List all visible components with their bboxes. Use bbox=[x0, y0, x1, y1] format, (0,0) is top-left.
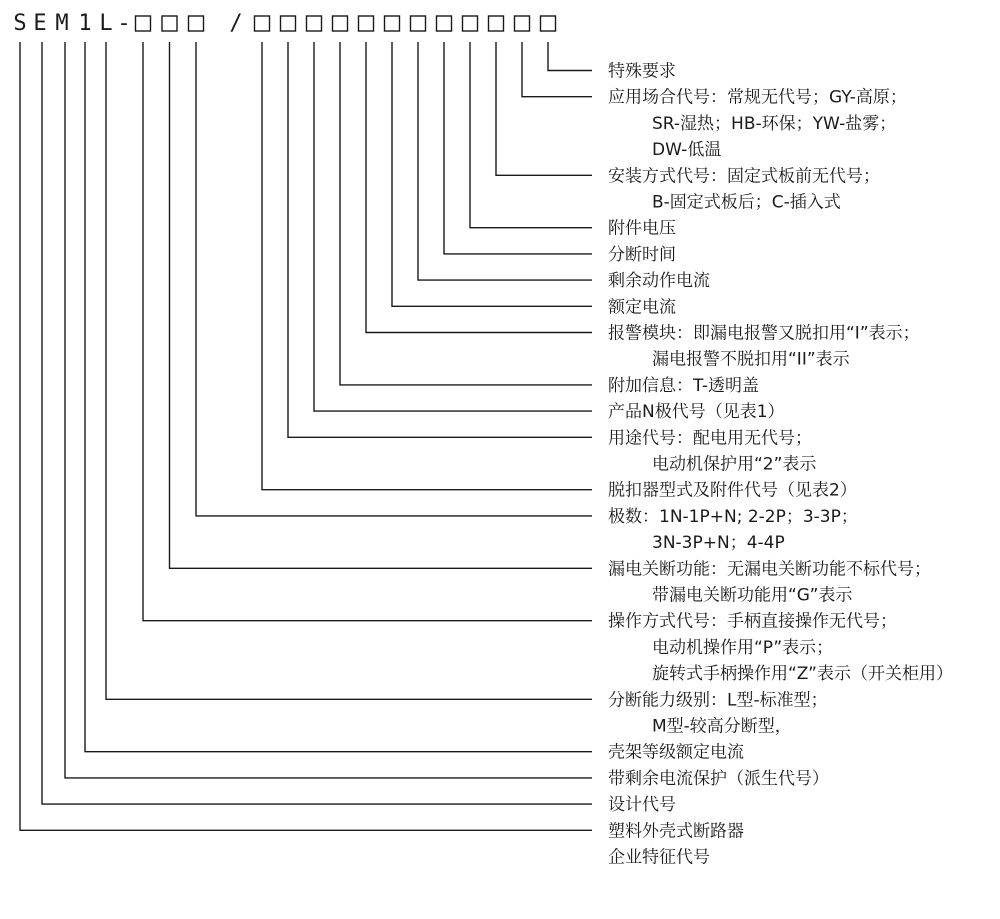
desc-poles: 极数：1N-1P+N; 2-2P；3-3P； bbox=[608, 506, 858, 527]
placeholder-box bbox=[136, 16, 151, 31]
leader-lines bbox=[20, 42, 592, 830]
desc-mounting-cont-1: B-固定式板后；C-插入式 bbox=[652, 192, 841, 213]
model-code-row bbox=[13, 11, 555, 36]
placeholder-box bbox=[489, 16, 504, 31]
desc-operation-cont-1: 电动机操作用“P”表示； bbox=[652, 637, 834, 658]
leader-poles bbox=[196, 42, 592, 516]
placeholder-box bbox=[359, 16, 374, 31]
desc-operation-cont-2: 旋转式手柄操作用“Z”表示（开关柜用） bbox=[652, 664, 953, 685]
desc-breaking-capacity: 分断能力级别：L型-标准型； bbox=[608, 690, 828, 711]
leader-usage bbox=[288, 42, 592, 437]
placeholder-box bbox=[385, 16, 400, 31]
desc-application: 应用场合代号：常规无代号；GY-高原； bbox=[608, 87, 907, 108]
desc-mccb: 塑料外壳式断路器 bbox=[608, 821, 744, 842]
description-labels bbox=[608, 62, 953, 868]
placeholder-box bbox=[255, 16, 270, 31]
desc-application-cont-1: SR-湿热；HB-环保；YW-盐雾； bbox=[652, 113, 897, 134]
leader-application bbox=[522, 42, 592, 97]
placeholder-box bbox=[515, 16, 530, 31]
leader-break-time bbox=[444, 42, 592, 254]
desc-breaking-capacity-cont-1: M型-较高分断型， bbox=[652, 716, 792, 737]
leader-breaking-capacity bbox=[106, 42, 592, 699]
code-separator: / bbox=[229, 11, 243, 36]
leader-mounting bbox=[496, 42, 592, 175]
desc-accessory-voltage: 附件电压 bbox=[608, 218, 676, 239]
desc-poles-cont-1: 3N-3P+N；4-4P bbox=[652, 533, 785, 554]
desc-design-code: 设计代号 bbox=[608, 795, 676, 816]
code-letter: S bbox=[13, 11, 27, 36]
desc-frame-current: 壳架等级额定电流 bbox=[608, 742, 744, 763]
placeholder-box bbox=[281, 16, 296, 31]
desc-break-time: 分断时间 bbox=[608, 244, 676, 265]
desc-alarm-module: 报警模块：即漏电报警又脱扣用“I”表示； bbox=[608, 323, 920, 344]
desc-alarm-module-cont-1: 漏电报警不脱扣用“II”表示 bbox=[652, 349, 850, 370]
desc-usage: 用途代号：配电用无代号； bbox=[608, 428, 812, 449]
desc-n-pole: 产品N极代号（见表1） bbox=[608, 402, 785, 423]
desc-leakage-break-cont-1: 带漏电关断功能用“G”表示 bbox=[652, 585, 853, 606]
placeholder-box bbox=[333, 16, 348, 31]
leader-rated-current bbox=[392, 42, 592, 306]
desc-mounting: 安装方式代号：固定式板前无代号； bbox=[608, 166, 880, 187]
desc-enterprise-code: 企业特征代号 bbox=[608, 847, 710, 868]
desc-release-type: 脱扣器型式及附件代号（见表2） bbox=[608, 480, 857, 501]
desc-residual-protection: 带剩余电流保护（派生代号） bbox=[608, 768, 829, 789]
code-letter: M bbox=[55, 11, 69, 36]
leader-frame-current bbox=[85, 42, 592, 752]
desc-rated-current: 额定电流 bbox=[608, 297, 676, 318]
placeholder-box bbox=[307, 16, 322, 31]
placeholder-box bbox=[411, 16, 426, 31]
leader-residual-protection bbox=[65, 42, 592, 778]
desc-leakage-break: 漏电关断功能：无漏电关断功能不标代号； bbox=[608, 559, 931, 580]
leader-alarm-module bbox=[366, 42, 592, 333]
desc-usage-cont-1: 电动机保护用“2”表示 bbox=[652, 454, 817, 475]
desc-residual-current: 剩余动作电流 bbox=[608, 271, 710, 292]
leader-additional-info bbox=[340, 42, 592, 385]
placeholder-box bbox=[463, 16, 478, 31]
desc-special: 特殊要求 bbox=[608, 61, 676, 82]
desc-additional-info: 附加信息：T-透明盖 bbox=[608, 375, 759, 396]
leader-design-code bbox=[42, 42, 592, 804]
leader-release-type bbox=[262, 42, 592, 490]
code-letter: 1 bbox=[78, 11, 92, 36]
desc-application-cont-2: DW-低温 bbox=[652, 140, 722, 161]
placeholder-box bbox=[541, 16, 556, 31]
leader-operation bbox=[143, 42, 592, 621]
code-dash: - bbox=[117, 11, 131, 36]
code-letter: L bbox=[99, 11, 113, 36]
code-letter: E bbox=[33, 11, 47, 36]
desc-operation: 操作方式代号：手柄直接操作无代号； bbox=[608, 611, 897, 632]
placeholder-box bbox=[189, 16, 204, 31]
placeholder-box bbox=[162, 16, 177, 31]
placeholder-box bbox=[437, 16, 452, 31]
leader-special bbox=[548, 42, 592, 71]
